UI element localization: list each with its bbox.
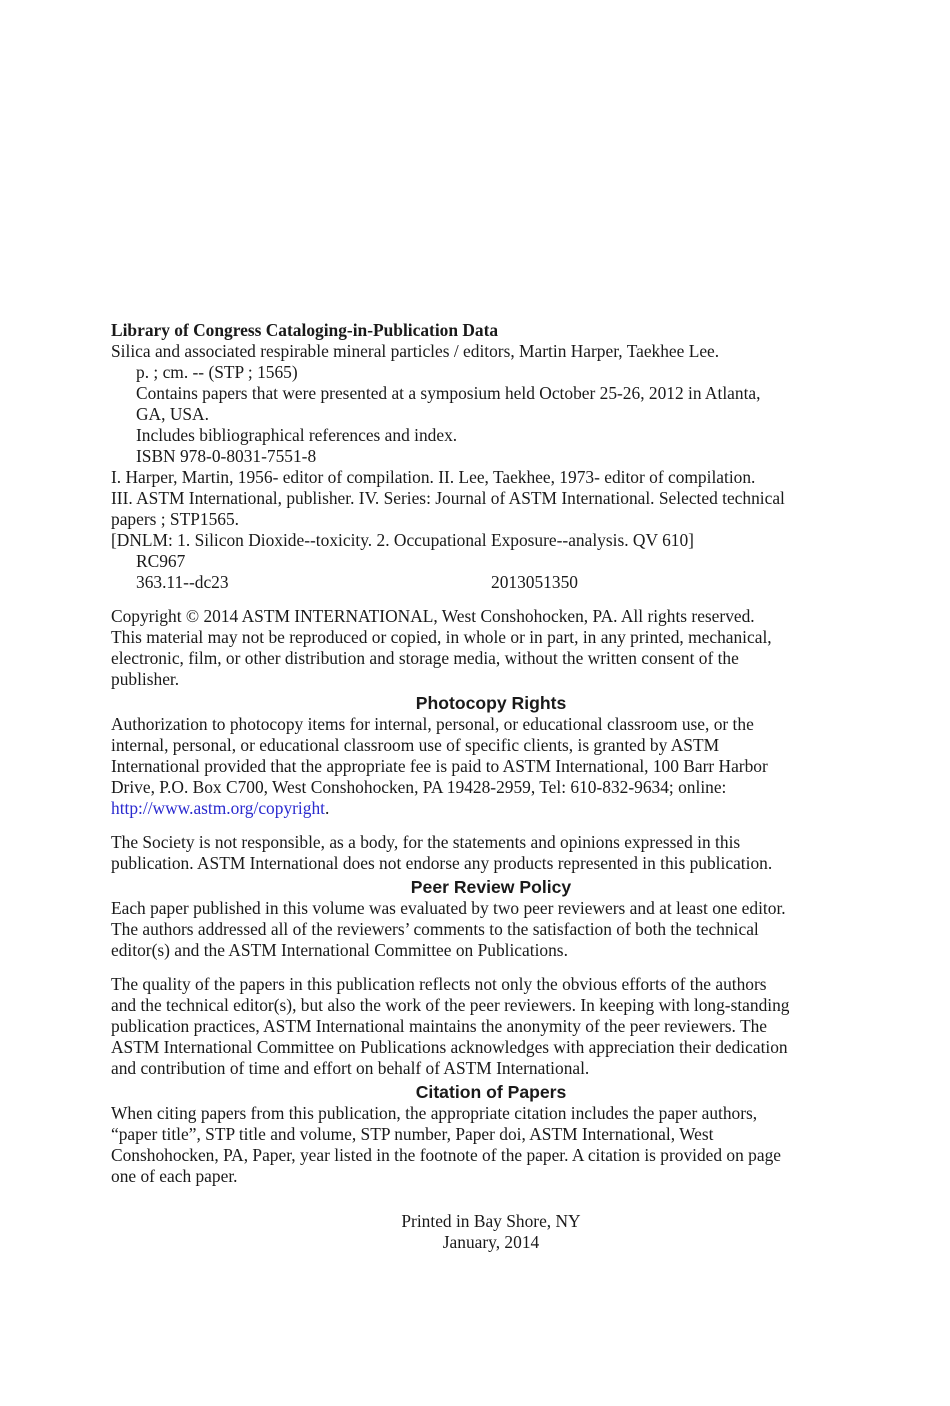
- peer-review-line: Each paper published in this volume was evaluated by two peer reviewers and at least one editor.: [111, 898, 786, 918]
- cip-line: GA, USA.: [136, 404, 209, 424]
- citation-heading: Citation of Papers: [415, 1082, 567, 1102]
- citation-line: When citing papers from this publication, the appropriate citation includes the paper authors,: [111, 1103, 758, 1123]
- photocopy-block: [111, 714, 871, 819]
- photocopy-link-line: [111, 798, 871, 819]
- peer-review-line: editor(s) and the ASTM International Committee on Publications.: [111, 940, 568, 960]
- photocopy-line: International provided that the appropriate fee is paid to ASTM International, 100 Barr Harbor: [111, 756, 768, 776]
- link-suffix: .: [325, 798, 330, 818]
- cip-isbn: ISBN 978-0-8031-7551-8: [136, 446, 317, 466]
- cip-lccn: 2013051350: [491, 572, 578, 592]
- cip-line: p. ; cm. -- (STP ; 1565): [136, 362, 298, 382]
- copyright-block: [111, 606, 871, 690]
- cip-dewey: 363.11--dc23: [136, 572, 229, 592]
- peer-review-para-2: [111, 974, 871, 1079]
- page-content: [111, 320, 871, 1253]
- cip-line: III. ASTM International, publisher. IV. Series: Journal of ASTM International. Selected technical: [111, 488, 785, 508]
- disclaimer-line: publication. ASTM International does not endorse any products represented in this publication.: [111, 853, 773, 873]
- citation-line: “paper title”, STP title and volume, STP number, Paper doi, ASTM International, West: [111, 1124, 714, 1144]
- cip-line: Contains papers that were presented at a symposium held October 25-26, 2012 in Atlanta,: [136, 383, 761, 403]
- disclaimer-line: The Society is not responsible, as a body, for the statements and opinions expressed in this: [111, 832, 741, 852]
- photocopy-heading: Photocopy Rights: [415, 693, 567, 713]
- peer-review-line: publication practices, ASTM International maintains the anonymity of the peer reviewers. The: [111, 1016, 767, 1036]
- copyright-line: publisher.: [111, 669, 180, 689]
- peer-review-line: The quality of the papers in this publication reflects not only the obvious efforts of the authors: [111, 974, 767, 994]
- photocopy-line: Authorization to photocopy items for internal, personal, or educational classroom use, or the: [111, 714, 754, 734]
- copyright-line: Copyright © 2014 ASTM INTERNATIONAL, West Conshohocken, PA. All rights reserved.: [111, 606, 755, 626]
- cip-line: [DNLM: 1. Silicon Dioxide--toxicity. 2. Occupational Exposure--analysis. QV 610]: [111, 530, 694, 550]
- cip-title: Library of Congress Cataloging-in-Publication Data: [111, 320, 499, 340]
- cip-block: [111, 320, 871, 593]
- photocopy-line: internal, personal, or educational classroom use of specific clients, is granted by ASTM: [111, 735, 720, 755]
- peer-review-heading: Peer Review Policy: [410, 877, 572, 897]
- copyright-link[interactable]: http://www.astm.org/copyright: [111, 798, 325, 818]
- peer-review-line: and contribution of time and effort on behalf of ASTM International.: [111, 1058, 590, 1078]
- cip-line: Silica and associated respirable mineral particles / editors, Martin Harper, Taekhee Lee.: [111, 341, 720, 361]
- photocopy-line: Drive, P.O. Box C700, West Conshohocken, PA 19428-2959, Tel: 610-832-9634; online:: [111, 777, 727, 797]
- disclaimer-block: [111, 832, 871, 874]
- peer-review-line: ASTM International Committee on Publications acknowledges with appreciation their dedication: [111, 1037, 788, 1057]
- printed-date: January, 2014: [442, 1232, 540, 1252]
- printed-location: Printed in Bay Shore, NY: [401, 1211, 581, 1231]
- citation-line: Conshohocken, PA, Paper, year listed in the footnote of the paper. A citation is provided on page: [111, 1145, 782, 1165]
- peer-review-line: The authors addressed all of the reviewers’ comments to the satisfaction of both the technical: [111, 919, 759, 939]
- copyright-line: electronic, film, or other distribution and storage media, without the written consent of the: [111, 648, 739, 668]
- cip-line: RC967: [136, 551, 186, 571]
- cip-line: papers ; STP1565.: [111, 509, 240, 529]
- cip-classification-row: [111, 572, 871, 593]
- imprint-block: [111, 1211, 871, 1253]
- cip-line: Includes bibliographical references and index.: [136, 425, 458, 445]
- peer-review-line: and the technical editor(s), but also the work of the peer reviewers. In keeping with long-standing: [111, 995, 790, 1015]
- peer-review-para-1: [111, 898, 871, 961]
- citation-line: one of each paper.: [111, 1166, 238, 1186]
- citation-block: [111, 1103, 871, 1187]
- cip-line: I. Harper, Martin, 1956- editor of compilation. II. Lee, Taekhee, 1973- editor of compilation.: [111, 467, 756, 487]
- copyright-line: This material may not be reproduced or copied, in whole or in part, in any printed, mechanical,: [111, 627, 772, 647]
